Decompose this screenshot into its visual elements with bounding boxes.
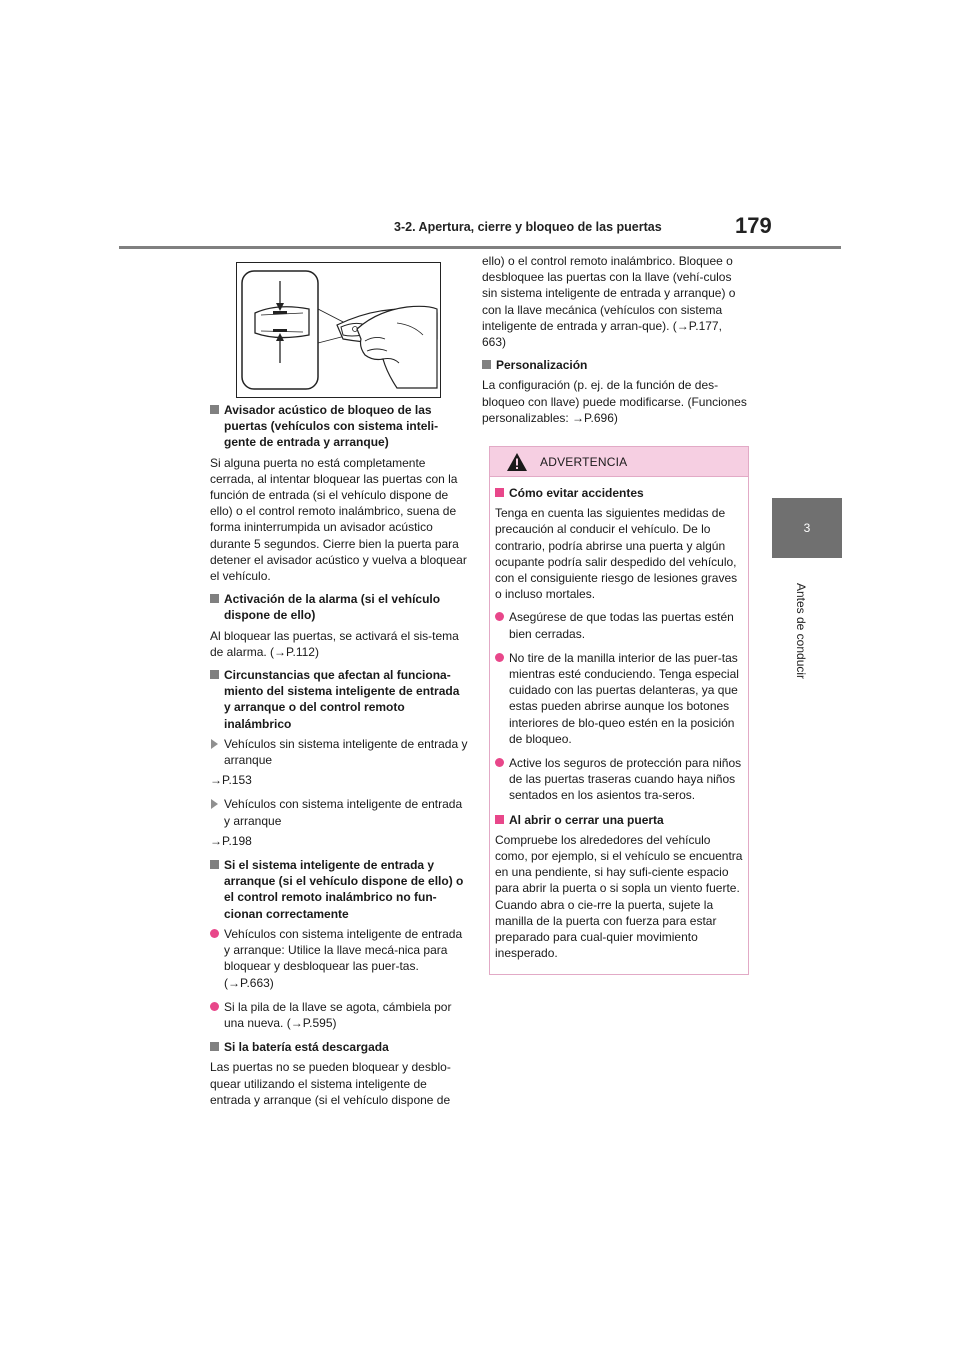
- section-title: 3-2. Apertura, cierre y bloqueo de las puertas: [394, 220, 662, 234]
- warning-paragraph-precautions: Tenga en cuenta las siguientes medidas de precaución al conducir el vehículo. De lo contrario, podría abrirse una puerta y algún ocupante podría salir despedido del vehículo, con el consiguiente riesgo de lesiones graves o incluso mortales.: [495, 506, 738, 602]
- heading-system-malfunction: Si el sistema inteligente de entrada y arranque (si el vehículo dispone de ello) o el control remoto inalámbrico no fun-cionan correctamente: [210, 857, 468, 922]
- warning-header: [490, 447, 748, 477]
- warning-bullet-doors-closed: Asegúrese de que todas las puertas estén bien cerradas.: [495, 609, 743, 641]
- arrow-item-without-smart-entry: Vehículos sin sistema inteligente de entrada y arranque: [210, 736, 468, 768]
- warning-bullet-child-locks: Active los seguros de protección para niños de las puertas traseras cuando haya niños sentados en los asientos tra-seros.: [495, 755, 743, 804]
- chapter-tab: [772, 498, 842, 558]
- paragraph-lock-buzzer: Si alguna puerta no está completamente cerrada, al intentar bloquear las puertas con la función de entrada (si el vehículo dispone de ello) o el control remoto inalámbrico, suena de forma ininterrumpida un avisador acústico durante 5 segundos. Cierre bien la puerta para detener el avisador acústico y vuelva a bloquear el vehículo.: [210, 455, 467, 584]
- heading-operating-conditions: Circunstancias que afectan al funciona-miento del sistema inteligente de entrada y arranque o del control remoto inalámbrico: [210, 667, 468, 732]
- heading-alarm-activation: Activación de la alarma (si el vehículo dispone de ello): [210, 591, 468, 623]
- hand-pressing-handle-illustration: [237, 263, 440, 397]
- heading-battery-discharged: Si la batería está descargada: [210, 1039, 468, 1055]
- warning-heading-opening-door: Al abrir o cerrar una puerta: [495, 812, 743, 828]
- chapter-side-label: [790, 566, 812, 696]
- warning-body: [490, 477, 748, 961]
- warning-heading-avoid-accidents: Cómo evitar accidentes: [495, 485, 743, 501]
- left-column: [210, 402, 468, 1115]
- heading-lock-buzzer: Avisador acústico de bloqueo de las puertas (vehículos con sistema inteli-gente de entrada y arranque): [210, 402, 468, 451]
- warning-triangle-icon: [506, 451, 530, 473]
- warning-box: [489, 446, 749, 975]
- page-reference-198: →P.198: [210, 833, 252, 848]
- warning-bullet-inner-handle: No tire de la manilla interior de las puer-tas mientras esté conduciendo. Tenga especial cuidado con las puertas delanteras, ya que estas pueden abrirse aunque los botones interiores de blo-queo estén en la posición de bloqueo.: [495, 650, 743, 747]
- bullet-mechanical-key: Vehículos con sistema inteligente de entrada y arranque: Utilice la llave mecá-nica para bloquear y desbloquear las puer-tas. (→P.663): [210, 926, 468, 991]
- paragraph-battery-continued: ello) o el control remoto inalámbrico. Bloquee o desbloquee las puertas con la llave (vehí-culos sin sistema inteligente de entrada y arranque) o con la llave mecánica (vehículos con sistema inteligente de entrada y arran-que). (→P.177, 663): [482, 254, 736, 350]
- header-divider: [119, 246, 841, 249]
- paragraph-alarm-activation: Al bloquear las puertas, se activará el sis-tema de alarma. (→P.112): [210, 628, 459, 659]
- heading-customization: Personalización: [482, 357, 747, 373]
- right-column: [482, 253, 747, 433]
- warning-title: ADVERTENCIA: [540, 454, 628, 469]
- page-number: 179: [735, 213, 772, 238]
- warning-paragraph-opening-door: Compruebe los alrededores del vehículo como, por ejemplo, si el vehículo se encuentra en una pendiente, si hay sufi-ciente espacio para abrir la puerta o si sopla un viento fuerte. Cuando abra o cie-rre la puerta, sujete la manilla de la puerta con fuerza para estar preparado para cual-quier movimiento inesperado.: [495, 832, 743, 961]
- chapter-label-text: Antes de conducir: [794, 582, 808, 680]
- paragraph-customization: La configuración (p. ej. de la función de des-bloqueo con llave) puede modificarse. (Funciones personalizables: →P.696): [482, 378, 747, 425]
- chapter-tab-number: 3: [803, 521, 811, 535]
- bullet-battery-replace: Si la pila de la llave se agota, cámbiela por una nueva. (→P.595): [210, 999, 468, 1031]
- arrow-item-with-smart-entry: Vehículos con sistema inteligente de entrada y arranque: [210, 796, 468, 828]
- page-reference-153: →P.153: [210, 773, 252, 788]
- key-door-handle-illustration: [236, 262, 441, 398]
- paragraph-battery-discharged: Las puertas no se pueden bloquear y desblo-quear utilizando el sistema inteligente de entrada y arranque (si el vehículo dispone de: [210, 1060, 451, 1107]
